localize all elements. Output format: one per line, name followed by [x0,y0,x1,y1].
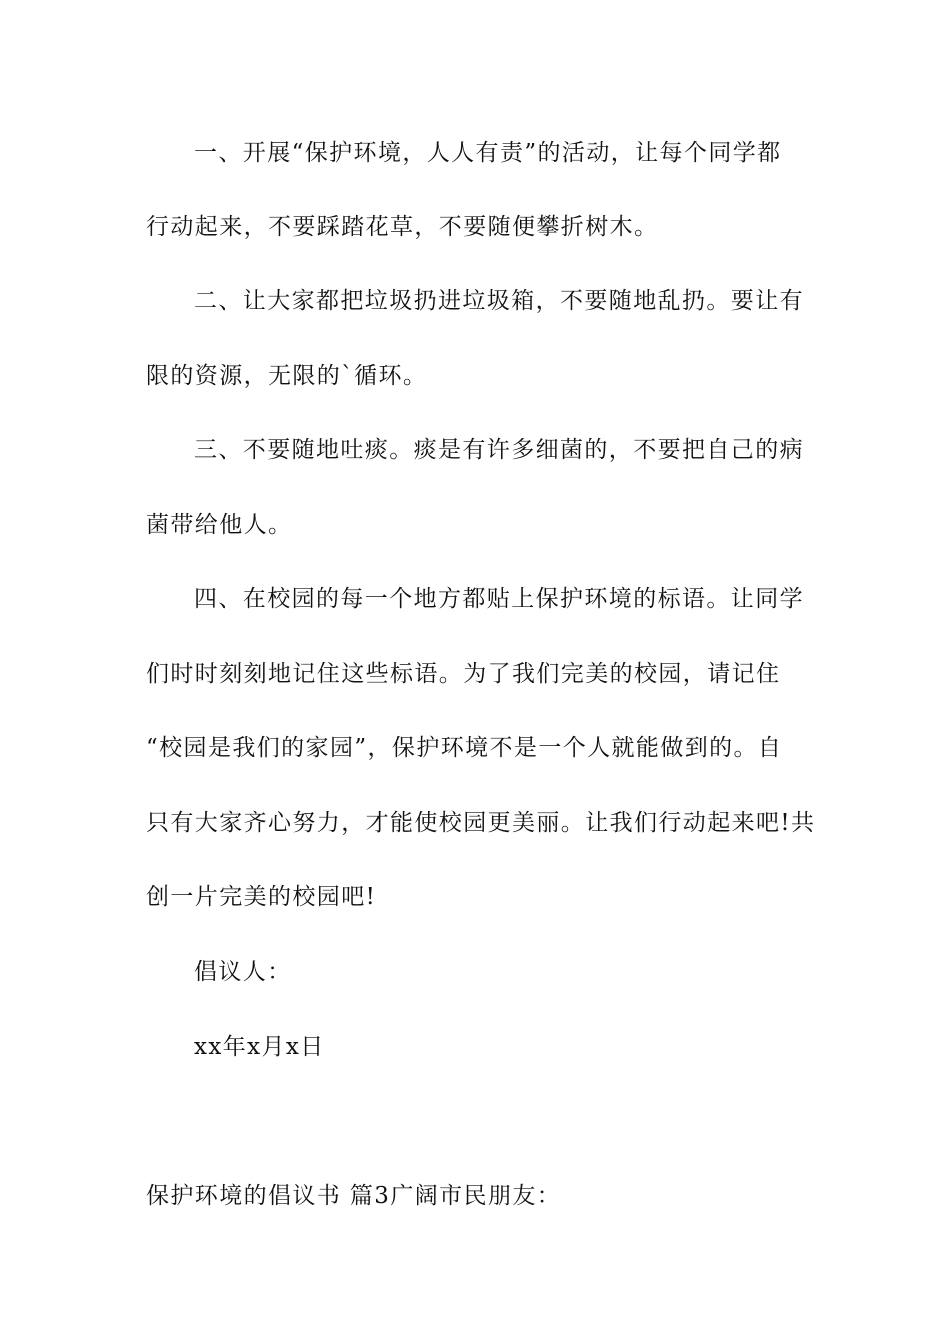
paragraph-4-line-1: 四、在校园的每一个地方都贴上保护环境的标语。让同学 [194,586,804,612]
paragraph-1-line-1: 一、开展“保护环境，人人有责”的活动，让每个同学都 [194,140,782,166]
paragraph-3-line-2: 菌带给他人。 [146,512,293,538]
paragraph-4-line-4: 只有大家齐心努力，才能使校园更美丽。让我们行动起来吧!共 [146,810,816,836]
paragraph-2-line-2: 限的资源，无限的`循环。 [146,363,428,389]
initiator-label: 倡议人： [194,959,292,985]
date-line: xx年x月x日 [194,1034,325,1060]
paragraph-4-line-5: 创一片完美的校园吧! [146,884,377,910]
next-section-heading: 保护环境的倡议书 篇3广阔市民朋友： [146,1183,562,1209]
paragraph-4-line-3: “校园是我们的家园”，保护环境不是一个人就能做到的。自 [146,735,783,761]
paragraph-2-line-1: 二、让大家都把垃圾扔进垃圾箱，不要随地乱扔。要让有 [194,288,804,314]
paragraph-3-line-1: 三、不要随地吐痰。痰是有许多细菌的，不要把自己的病 [194,437,804,463]
paragraph-4-line-2: 们时时刻刻地记住这些标语。为了我们完美的校园，请记住 [146,661,781,687]
paragraph-1-line-2: 行动起来，不要踩踏花草，不要随便攀折树木。 [146,214,659,240]
